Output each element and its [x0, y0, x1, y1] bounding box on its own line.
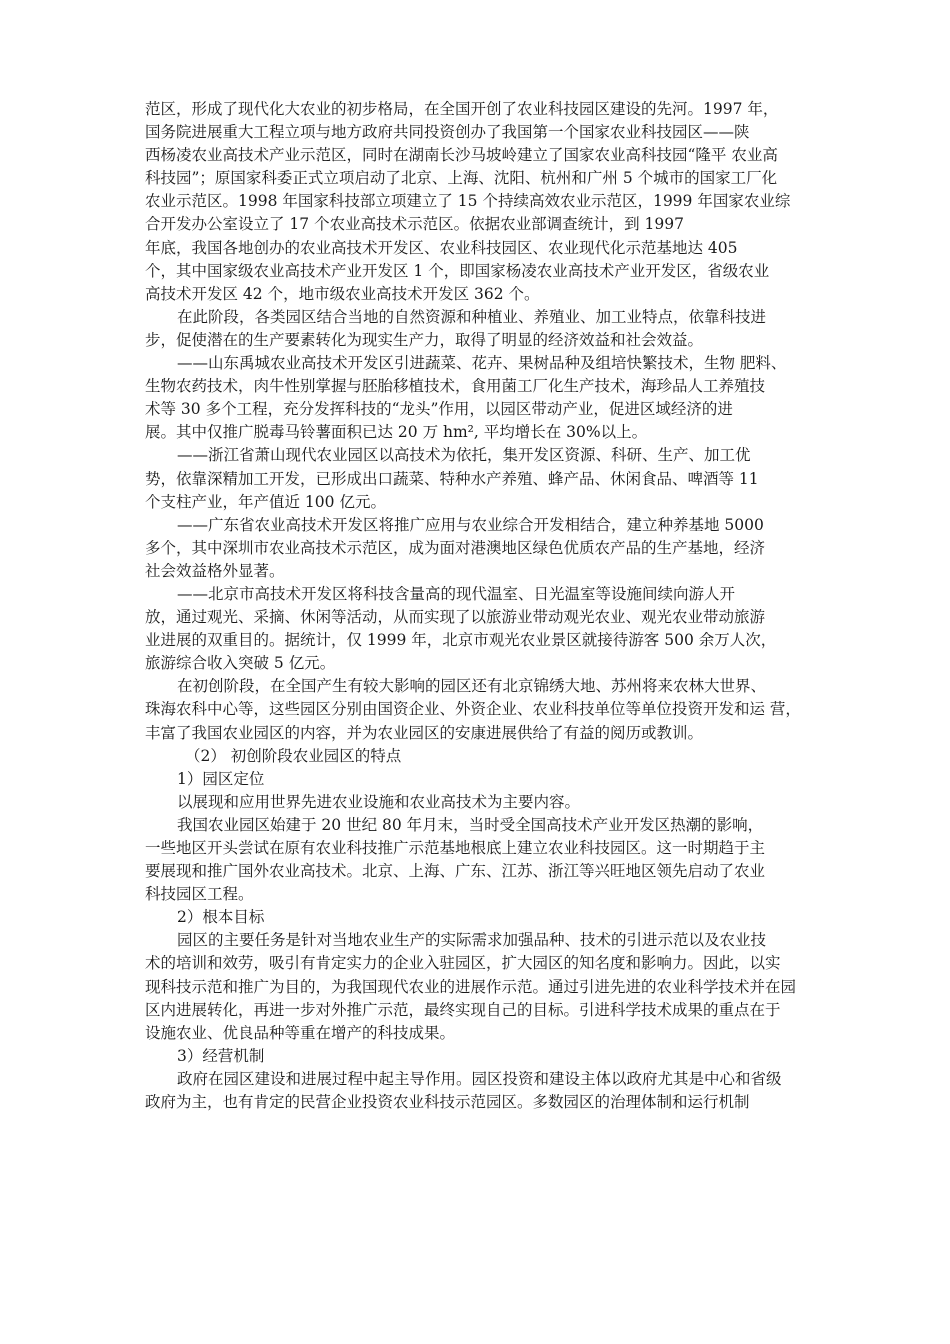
- text-line: 社会效益格外显著。: [145, 561, 285, 580]
- text-line: 高技术开发区 42 个，地市级农业高技术开发区 362 个。: [145, 284, 540, 303]
- text-line: 农业示范区。1998 年国家科技部立项建立了 15 个持续高效农业示范区，1999 年国家农业综: [145, 192, 791, 211]
- text-line: 步，促使潜在的生产要素转化为现实生产力，取得了明显的经济效益和社会效益。: [145, 330, 704, 349]
- text-line: 展。其中仅推广脱毒马铃薯面积已达 20 万 hm², 平均增长在 30%以上。: [145, 423, 648, 442]
- body-text: [145, 98, 810, 1114]
- text-line: 旅游综合收入突破 5 亿元。: [145, 654, 336, 673]
- text-line: 我国农业园区始建于 20 世纪 80 年月末，当时受全国高技术产业开发区热潮的影响，: [177, 815, 764, 834]
- text-line: 势，依靠深精加工开发，已形成出口蔬菜、特种水产养殖、蜂产品、休闲食品、啤酒等 11: [145, 469, 759, 488]
- text-line: ——北京市高技术开发区将科技含量高的现代温室、日光温室等设施间续向游人开: [177, 584, 736, 603]
- text-line: 术的培训和效劳，吸引有肯定实力的企业入驻园区，扩大园区的知名度和影响力。因此，以实: [145, 954, 781, 973]
- text-line: ——山东禹城农业高技术开发区引进蔬菜、花卉、果树品种及组培快繁技术，生物 肥料、: [177, 354, 787, 373]
- text-line: ——浙江省萧山现代农业园区以高技术为依托，集开发区资源、科研、生产、加工优: [177, 446, 751, 465]
- text-line: 3）经营机制: [177, 1046, 265, 1065]
- text-line: 术等 30 多个工程，充分发挥科技的“龙头”作用，以园区带动产业，促进区域经济的进: [145, 400, 733, 419]
- text-line: 个，其中国家级农业高技术产业开发区 1 个，即国家杨凌农业高技术产业开发区，省级农业: [145, 261, 770, 280]
- text-line: 科技园区工程。: [145, 885, 254, 904]
- text-line: 1）园区定位: [177, 769, 265, 788]
- text-line: 年底，我国各地创办的农业高技术开发区、农业科技园区、农业现代化示范基地达 405: [145, 238, 738, 257]
- text-line: 在此阶段，各类园区结合当地的自然资源和种植业、养殖业、加工业特点，依靠科技进: [177, 307, 767, 326]
- text-line: 政府为主，也有肯定的民营企业投资农业科技示范园区。多数园区的治理体制和运行机制: [145, 1093, 750, 1112]
- text-line: 以展现和应用世界先进农业设施和农业高技术为主要内容。: [177, 792, 581, 811]
- text-line: 现科技示范和推广为目的，为我国现代农业的进展作示范。通过引进先进的农业科学技术并在园: [145, 977, 797, 996]
- text-line: 科技园”；原国家科委正式立项启动了北京、上海、沈阳、杭州和广州 5 个城市的国家工厂化: [145, 169, 778, 188]
- text-line: 多个，其中深圳市农业高技术示范区，成为面对港澳地区绿色优质农产品的生产基地，经济: [145, 538, 766, 557]
- text-line: 2）根本目标: [177, 908, 265, 927]
- text-line: 丰富了我国农业园区的内容，并为农业园区的安康进展供给了有益的阅历或教训。: [145, 723, 704, 742]
- text-line: 西杨凌农业高技术产业示范区，同时在湖南长沙马坡岭建立了国家农业高科技园“隆平 农业高: [145, 146, 778, 165]
- text-line: 在初创阶段，在全国产生有较大影响的园区还有北京锦绣大地、苏州将来农林大世界、: [177, 677, 767, 696]
- text-line: 个支柱产业，年产值近 100 亿元。: [145, 492, 386, 511]
- text-line: 国务院进展重大工程立项与地方政府共同投资创办了我国第一个国家农业科技园区——陕: [145, 123, 750, 142]
- text-line: 一些地区开头尝试在原有农业科技推广示范基地根底上建立农业科技园区。这一时期趋于主: [145, 839, 766, 857]
- text-line: 生物农药技术，肉牛性别掌握与胚胎移植技术，食用菌工厂化生产技术，海珍品人工养殖技: [145, 377, 766, 396]
- text-line: 放，通过观光、采摘、休闲等活动，从而实现了以旅游业带动观光农业、观光农业带动旅游: [145, 608, 766, 627]
- text-line: 园区的主要任务是针对当地农业生产的实际需求加强品种、技术的引进示范以及农业技: [177, 931, 767, 950]
- text-line: 珠海农科中心等，这些园区分别由国资企业、外资企业、农业科技单位等单位投资开发和运 营，: [145, 700, 801, 719]
- text-line: 业进展的双重目的。据统计，仅 1999 年，北京市观光农业景区就接待游客 500 余万人次，: [145, 631, 777, 650]
- text-line: （2） 初创阶段农业园区的特点: [185, 746, 402, 765]
- text-line: ——广东省农业高技术开发区将推广应用与农业综合开发相结合，建立种养基地 5000: [177, 515, 764, 534]
- text-line: 设施农业、优良品种等重在增产的科技成果。: [145, 1023, 456, 1042]
- text-line: 合开发办公室设立了 17 个农业高技术示范区。依据农业部调查统计，到 1997: [145, 215, 684, 234]
- text-line: 范区，形成了现代化大农业的初步格局，在全国开创了农业科技园区建设的先河。1997 年，: [145, 100, 779, 118]
- text-line: 区内进展转化，再进一步对外推广示范，最终实现自己的目标。引进科学技术成果的重点在于: [145, 1000, 781, 1019]
- text-line: 政府在园区建设和进展过程中起主导作用。园区投资和建设主体以政府尤其是中心和省级: [177, 1069, 782, 1088]
- text-line: 要展现和推广国外农业高技术。北京、上海、广东、江苏、浙江等兴旺地区领先启动了农业: [145, 862, 766, 881]
